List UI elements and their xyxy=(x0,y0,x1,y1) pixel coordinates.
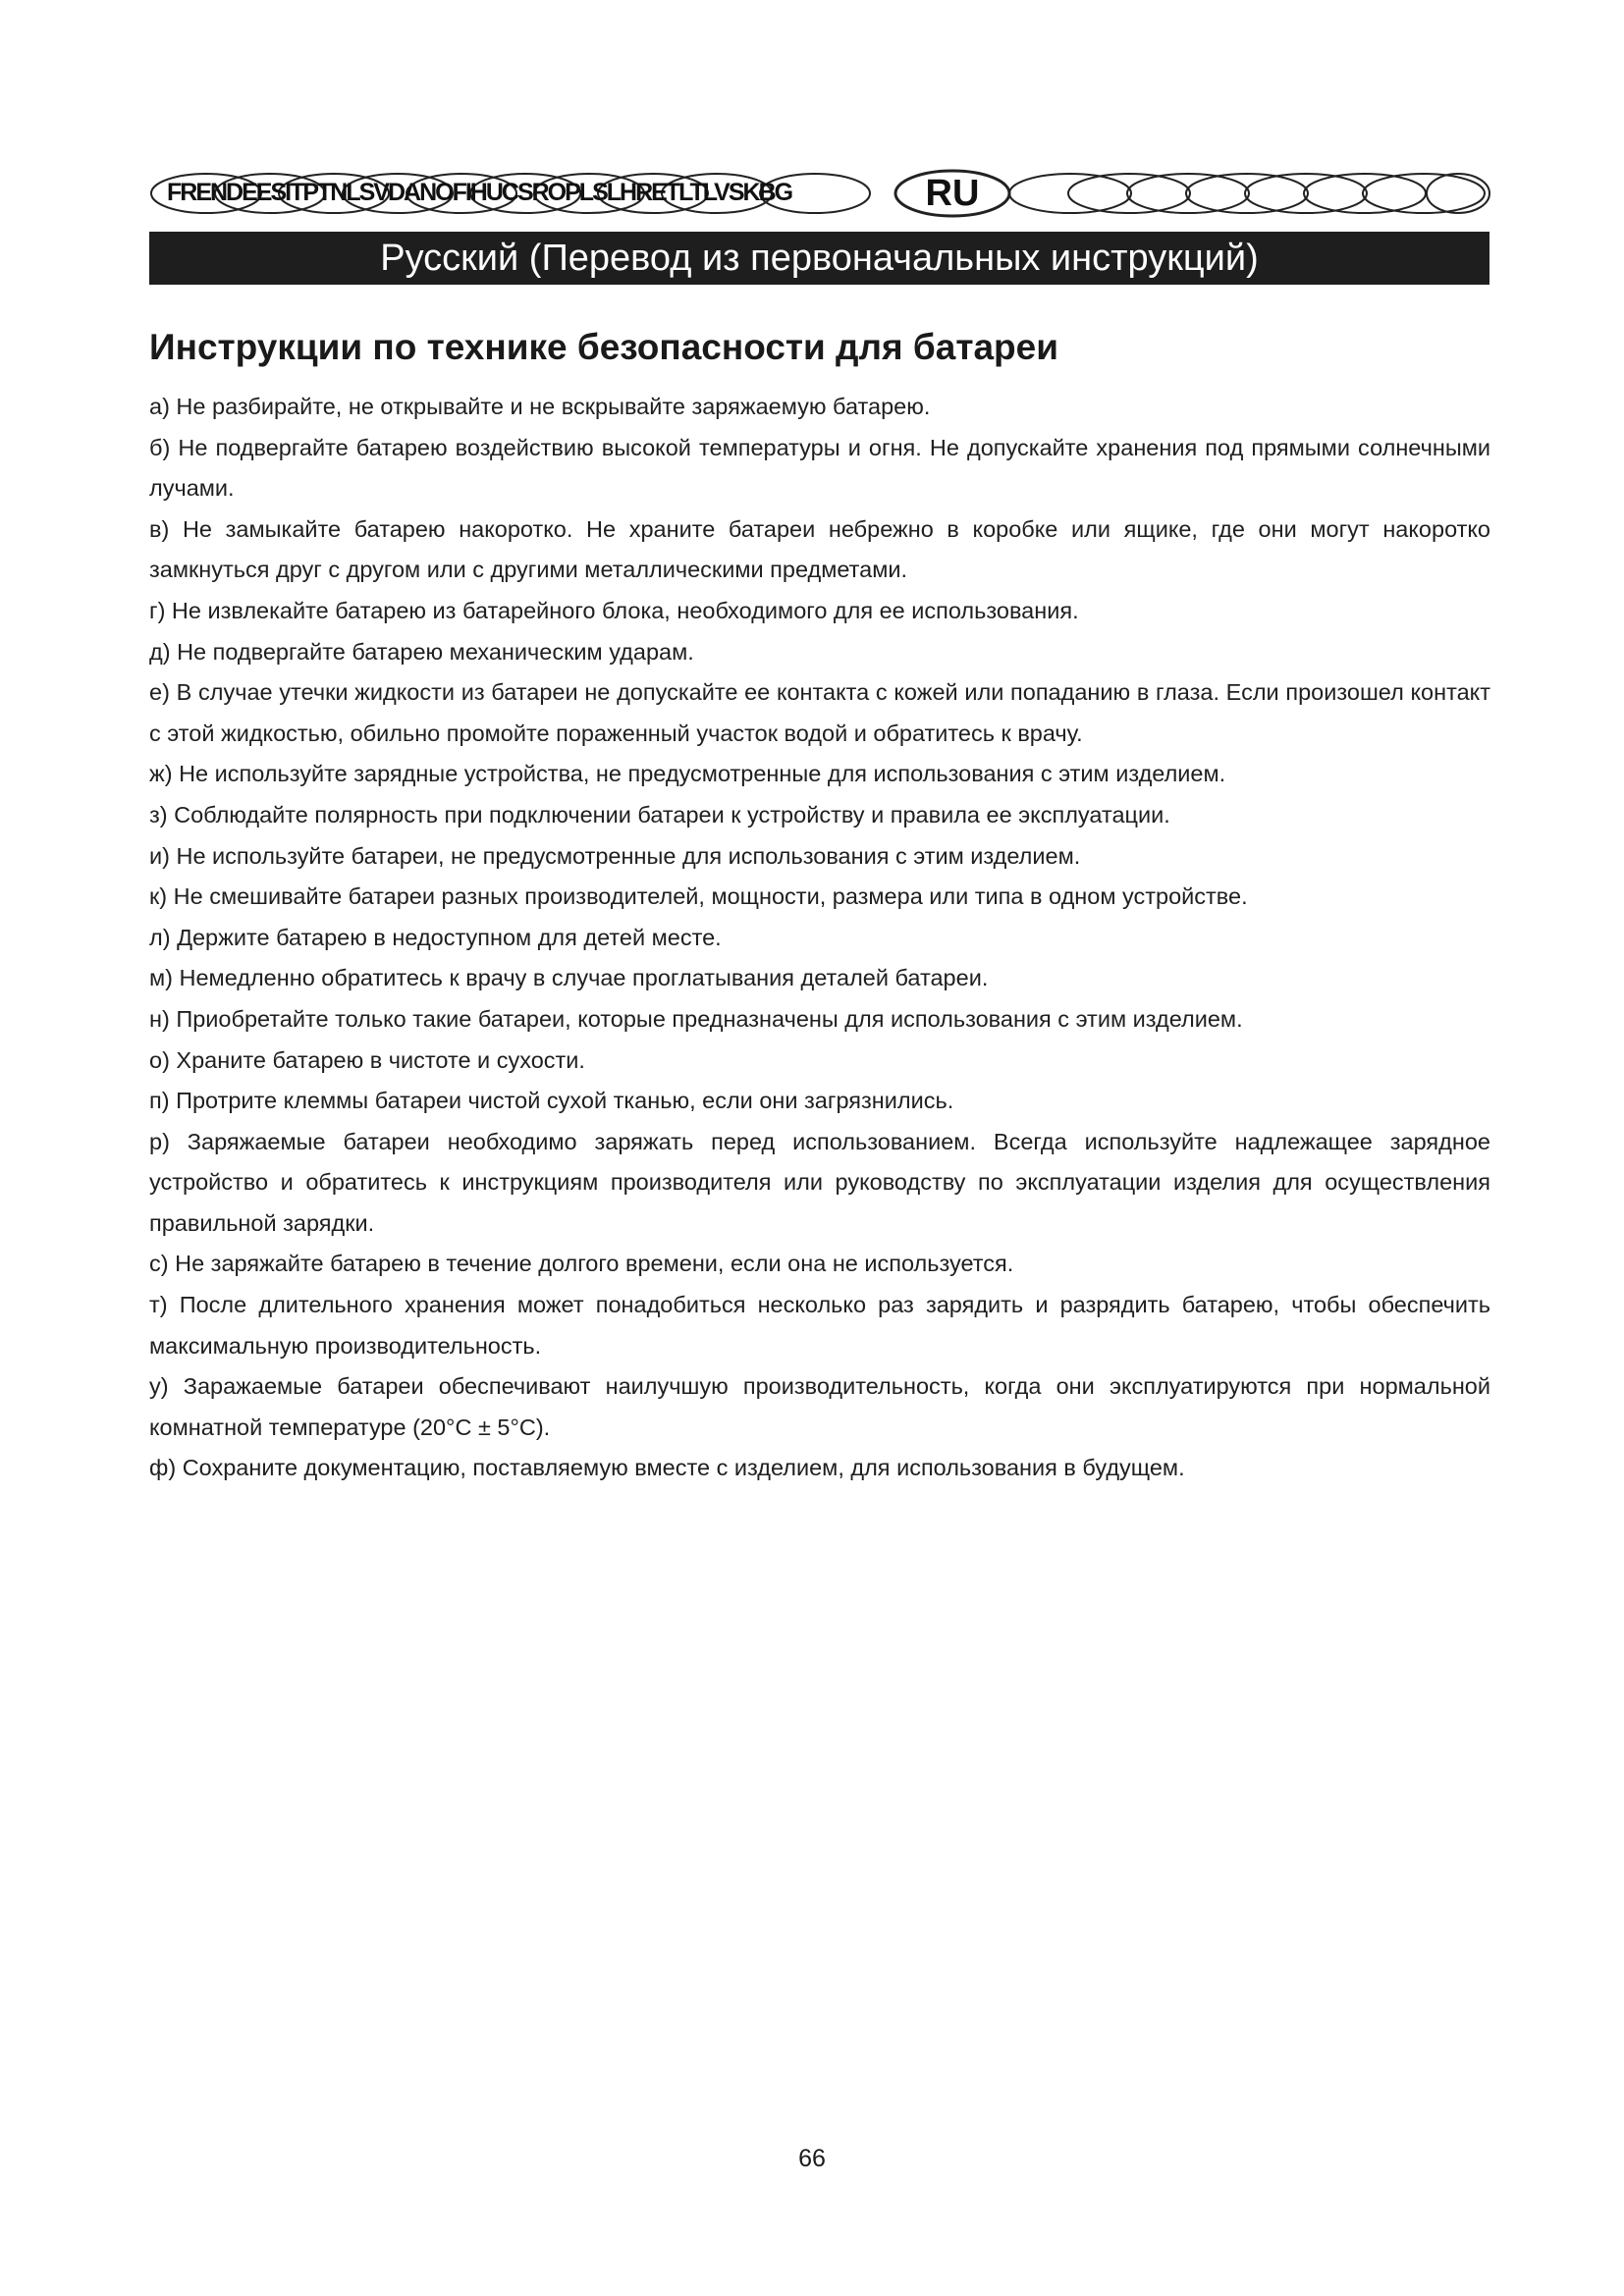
list-item: б) Не подвергайте батарею воздействию высокой температуры и огня. Не допускайте хранения под прямыми солнечными лучами. xyxy=(149,434,1490,502)
list-item: л) Держите батарею в недоступном для детей месте. xyxy=(149,924,722,950)
safety-instructions-list xyxy=(149,387,1490,1489)
list-item: д) Не подвергайте батарею механическим ударам. xyxy=(149,638,694,665)
list-item: е) В случае утечки жидкости из батареи не допускайте ее контакта с кожей или попаданию в глаза. Если произошел контакт с этой жидкостью, обильно промойте пораженный участок водой и обратитесь к врачу. xyxy=(149,679,1490,746)
document-title-bar: Русский (Перевод из первоначальных инструкций) xyxy=(149,232,1489,285)
list-item: н) Приобретайте только такие батареи, которые предназначены для использования с этим изделием. xyxy=(149,1005,1243,1032)
active-language-tab: RU xyxy=(925,173,980,214)
list-item: с) Не заряжайте батарею в течение долгого времени, если она не используется. xyxy=(149,1251,1014,1277)
list-item: а) Не разбирайте, не открывайте и не вскрывайте заряжаемую батарею. xyxy=(149,394,931,419)
language-codes: FRENDEESITPTNLSVDANOFIHUCSROPLSLHRETLTLVSKBG xyxy=(167,179,792,206)
list-item: у) Заражаемые батареи обеспечивают наилучшую производительность, когда они эксплуатируются при нормальной комнатной температуре (20°C ± 5°C). xyxy=(149,1373,1490,1440)
list-item: к) Не смешивайте батареи разных производителей, мощности, размера или типа в одном устройстве. xyxy=(149,883,1248,910)
section-heading: Инструкции по технике безопасности для батареи xyxy=(149,327,1058,367)
list-item: г) Не извлекайте батарею из батарейного блока, необходимого для ее использования. xyxy=(149,597,1079,623)
list-item: т) После длительного хранения может понадобиться несколько раз зарядить и разрядить батарею, чтобы обеспечить максимальную производительность. xyxy=(149,1292,1490,1359)
list-item: ф) Сохраните документацию, поставляемую вместе с изделием, для использования в будущем. xyxy=(149,1455,1185,1481)
list-item: м) Немедленно обратитесь к врачу в случае проглатывания деталей батареи. xyxy=(149,965,989,991)
list-item: п) Протрите клеммы батареи чистой сухой тканью, если они загрязнились. xyxy=(149,1088,954,1114)
page-number: 66 xyxy=(798,2145,826,2172)
list-item: о) Храните батарею в чистоте и сухости. xyxy=(149,1046,585,1073)
list-item: ж) Не используйте зарядные устройства, не предусмотренные для использования с этим изделием. xyxy=(149,761,1226,787)
language-tab-bar xyxy=(147,169,1492,218)
list-item: з) Соблюдайте полярность при подключении батареи к устройству и правила ее эксплуатации. xyxy=(149,801,1170,828)
list-item: в) Не замыкайте батарею накоротко. Не храните батареи небрежно в коробке или ящике, где они могут накоротко замкнуться друг с другом или с другими металлическими предметами. xyxy=(149,515,1490,583)
list-item: и) Не используйте батареи, не предусмотренные для использования с этим изделием. xyxy=(149,842,1081,869)
list-item: р) Заряжаемые батареи необходимо заряжать перед использованием. Всегда используйте надлежащее зарядное устройство и обратитесь к инструкциям производителя или руководству по эксплуатации изделия для осуществления правильной зарядки. xyxy=(149,1128,1490,1236)
